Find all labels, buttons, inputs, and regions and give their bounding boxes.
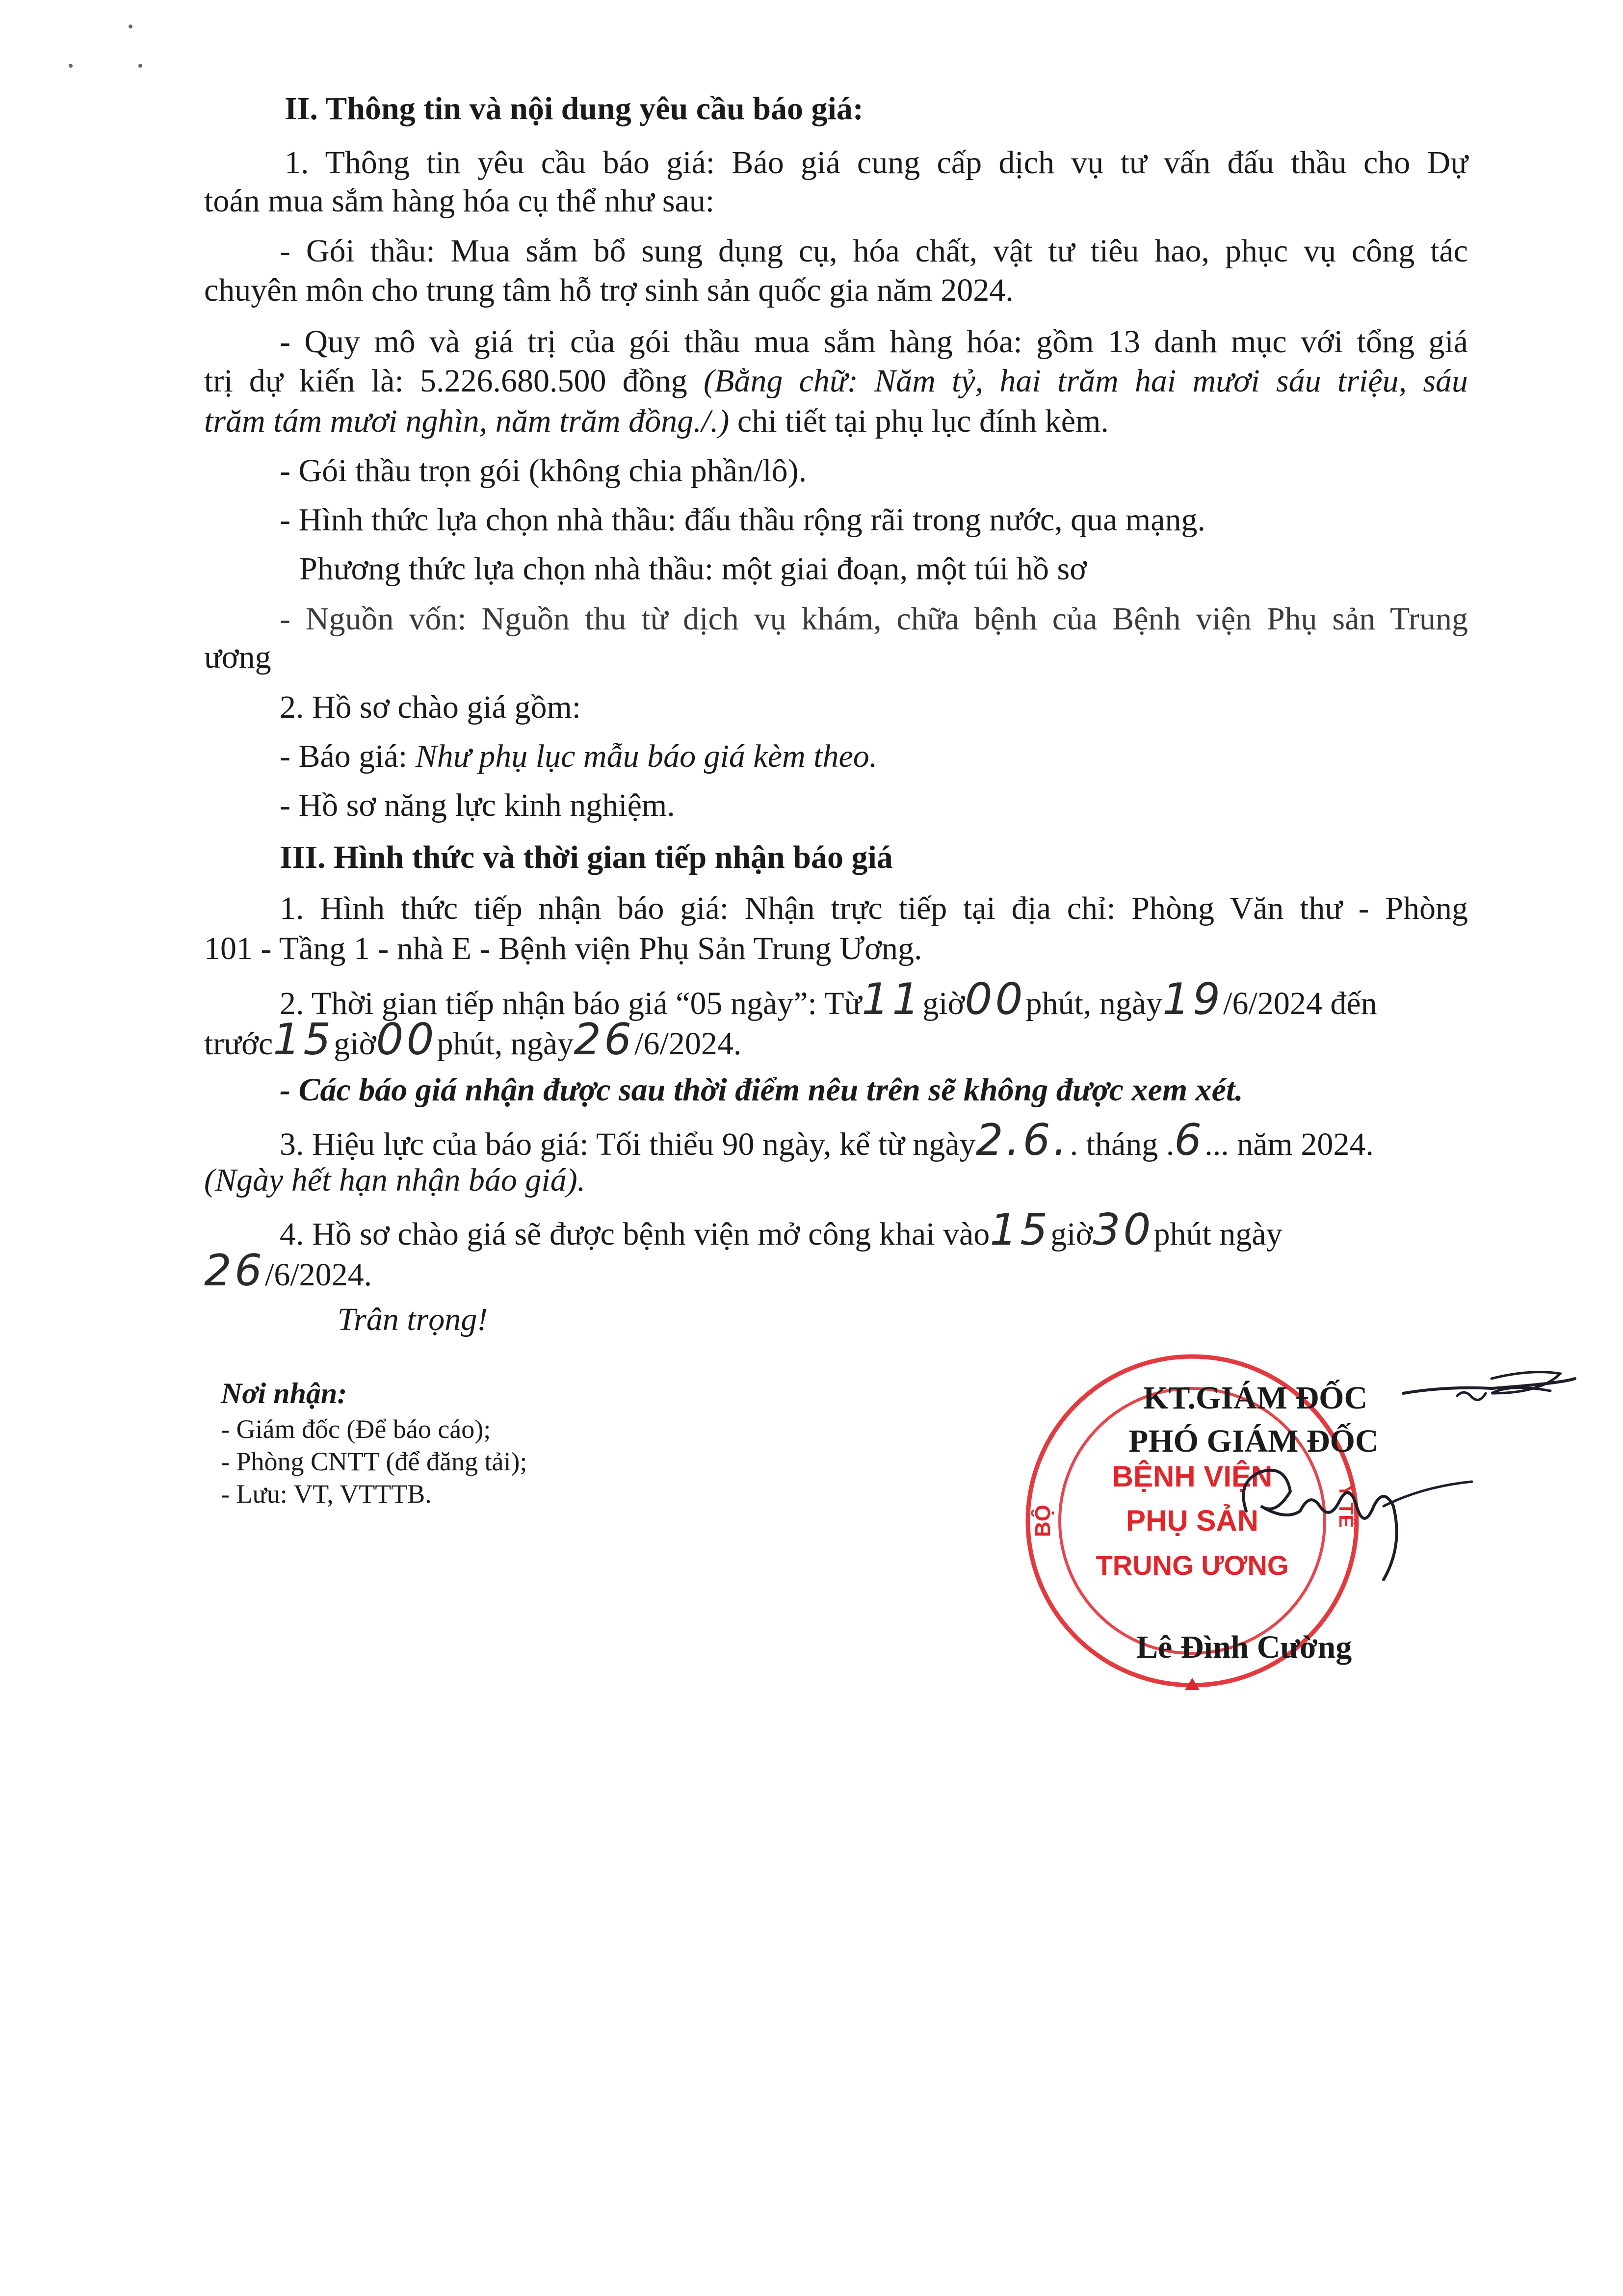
item-2-phut-label: phút, ngày [1025,986,1163,1021]
late-quote-warning: - Các báo giá nhận được sau thời điểm nêu trên sẽ không được xem xét. [280,1072,1243,1108]
handwritten-validity-day: 2.6. [975,1115,1070,1165]
section-3-item-4-line-1 [280,1204,1544,1255]
recipient-item: - Giám đốc (Để báo cáo); [221,1414,491,1444]
nguon-von-line-2: ương [204,639,271,675]
section-3-item-4-line-2 [204,1245,1468,1296]
section-2-item-2: 2. Hồ sơ chào giá gồm: [280,689,581,725]
handwritten-minute-start: 00 [965,974,1026,1024]
item-4-gio-label: giờ [1050,1216,1093,1252]
signature-title-1: KT.GIÁM ĐỐC [1143,1380,1368,1416]
section-2-heading: II. Thông tin và nội dung yêu cầu báo giá: [285,91,864,127]
section-2-item-1-line-1: 1. Thông tin yêu cầu báo giá: Báo giá cung cấp dịch vụ tư vấn đấu thầu cho Dự [285,145,1468,181]
handwritten-day-end: 26 [574,1014,635,1065]
goi-thau-line-1: - Gói thầu: Mua sắm bổ sung dụng cụ, hóa chất, vật tư tiêu hao, phục vụ công tác [280,233,1468,269]
nang-luc-line: - Hồ sơ năng lực kinh nghiệm. [280,787,675,823]
quy-mo-in-words-2: trăm tám mươi nghìn, năm trăm đồng./.) [204,403,730,439]
quy-mo-line-2 [204,361,1468,402]
handwritten-open-day: 26 [204,1245,265,1296]
recipient-item: - Lưu: VT, VTTTB. [221,1479,432,1509]
scan-speck [138,64,142,68]
section-3-item-1-line-1: 1. Hình thức tiếp nhận báo giá: Nhận trực tiếp tại địa chỉ: Phòng Văn thư - Phòng [280,890,1468,926]
item-2-text: 2. Thời gian tiếp nhận báo giá “05 ngày”: Từ [280,986,862,1021]
bao-gia-line [280,736,1544,777]
item-2-gio-label-2: giờ [334,1026,376,1062]
quy-mo-value: trị dự kiến là: 5.226.680.500 đồng [204,363,704,399]
quy-mo-line-3 [204,401,1468,442]
section-2-item-1-line-2: toán mua sắm hàng hóa cụ thể như sau: [204,183,715,219]
section-3-heading: III. Hình thức và thời gian tiếp nhận báo giá [280,839,893,875]
hinh-thuc-line: - Hình thức lựa chọn nhà thầu: đấu thầu rộng rãi trong nước, qua mạng. [280,502,1206,538]
bao-gia-note: Như phụ lục mẫu báo giá kèm theo. [415,738,878,774]
svg-text:Y TẾ: Y TẾ [1335,1484,1357,1528]
goi-thau-line-2: chuyên môn cho trung tâm hỗ trợ sinh sản quốc gia năm 2024. [204,272,1014,308]
handwritten-signature [1217,1359,1590,1634]
handwritten-minute-end: 00 [376,1014,437,1065]
section-3-item-2-line-1 [280,974,1544,1024]
section-3-item-3-line-2: (Ngày hết hạn nhận báo giá). [204,1162,586,1198]
item-4-phut-label: phút ngày [1153,1216,1283,1252]
item-2-truoc-label: trước [204,1026,273,1062]
recipients-block [221,1374,527,1510]
svg-text:BỘ: BỘ [1031,1505,1055,1537]
section-3-item-1-line-2: 101 - Tầng 1 - nhà E - Bệnh viện Phụ Sản Trung Ương. [204,931,922,966]
signer-name: Lê Đình Cường [1136,1629,1352,1665]
quy-mo-in-words-1: (Bằng chữ: Năm tỷ, hai trăm hai mươi sáu triệu, sáu [704,363,1468,399]
quy-mo-line-1: - Quy mô và giá trị của gói thầu mua sắm hàng hóa: gồm 13 danh mục với tổng giá [280,324,1468,360]
item-2-phut-label-2: phút, ngày [437,1026,574,1062]
item-2-date-suffix-2: /6/2024. [634,1026,742,1062]
svg-text:BỆNH VIỆN: BỆNH VIỆN [1112,1460,1273,1493]
tron-goi-line: - Gói thầu trọn gói (không chia phần/lô). [280,453,807,489]
handwritten-hour-start: 11 [862,974,923,1024]
svg-text:TRUNG ƯƠNG: TRUNG ƯƠNG [1096,1550,1289,1581]
handwritten-validity-month: 6 [1174,1115,1205,1165]
item-4-date-suffix: /6/2024. [264,1257,372,1293]
closing-greeting: Trân trọng! [338,1302,488,1337]
handwritten-hour-end: 15 [273,1014,334,1065]
item-3-year: ... năm 2024. [1204,1126,1374,1162]
signature-title-2: PHÓ GIÁM ĐỐC [1128,1423,1379,1459]
item-3-text: 3. Hiệu lực của báo giá: Tối thiểu 90 ngày, kể từ ngày [280,1126,976,1162]
scan-speck [129,25,132,28]
handwritten-open-hour: 15 [990,1204,1051,1255]
handwritten-open-minute: 30 [1093,1204,1154,1255]
section-3-item-3-line-1 [280,1115,1544,1165]
nguon-von-line-1: - Nguồn vốn: Nguồn thu từ dịch vụ khám, chữa bệnh của Bệnh viện Phụ sản Trung [280,601,1468,637]
phuong-thuc-line: Phương thức lựa chọn nhà thầu: một giai đoạn, một túi hồ sơ [299,551,1087,587]
item-2-date-suffix: /6/2024 đến [1223,986,1377,1021]
item-2-gio-label: giờ [922,986,965,1021]
quy-mo-appendix: chi tiết tại phụ lục đính kèm. [729,403,1109,439]
svg-text:PHỤ SẢN: PHỤ SẢN [1126,1504,1259,1537]
bao-gia-label: - Báo giá: [280,738,416,774]
handwritten-day-start: 19 [1162,974,1224,1024]
recipient-item: - Phòng CNTT (để đăng tải); [221,1447,527,1476]
recipients-title: Nơi nhận: [221,1377,347,1409]
section-3-item-2-line-2 [204,1014,1468,1065]
scan-speck [69,64,73,68]
item-3-thang-label: . tháng . [1070,1126,1175,1162]
item-4-text: 4. Hồ sơ chào giá sẽ được bệnh viện mở công khai vào [280,1216,990,1252]
